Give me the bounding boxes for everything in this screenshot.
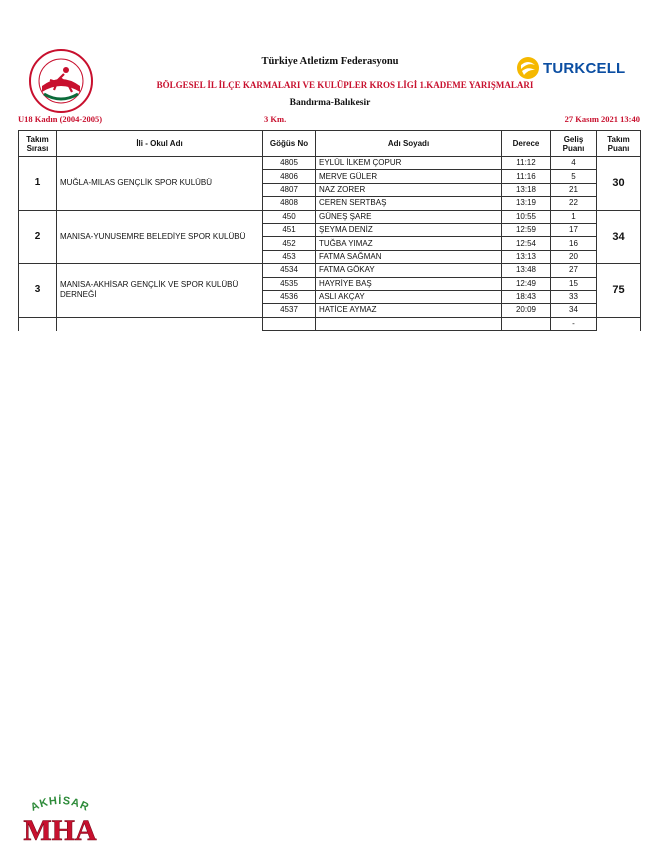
- place-points: 5: [551, 170, 597, 183]
- federation-title: Türkiye Atletizm Federasyonu: [261, 56, 399, 67]
- bib-number: 4537: [263, 304, 316, 317]
- bib-number: 451: [263, 223, 316, 236]
- finish-time: 10:55: [502, 210, 551, 223]
- athlete-name: FATMA SAĞMAN: [316, 250, 502, 263]
- finish-time: 12:54: [502, 237, 551, 250]
- athlete-name: EYLÜL İLKEM ÇOPUR: [316, 157, 502, 170]
- finish-time: 18:43: [502, 290, 551, 303]
- akhisar-mha-watermark: [10, 792, 110, 844]
- team-points: 34: [597, 210, 641, 264]
- results-table: [18, 130, 641, 331]
- place-points: 17: [551, 223, 597, 236]
- place-points: 4: [551, 157, 597, 170]
- athlete-name: ASLI AKÇAY: [316, 290, 502, 303]
- place-points: 1: [551, 210, 597, 223]
- place-points: -: [551, 317, 597, 330]
- team-rank: 1: [19, 157, 57, 211]
- turkcell-icon: [516, 56, 540, 80]
- finish-time: 13:19: [502, 197, 551, 210]
- category: U18 Kadın (2004-2005): [18, 114, 103, 124]
- finish-time: 12:59: [502, 223, 551, 236]
- place-points: 21: [551, 183, 597, 196]
- finish-time: 20:09: [502, 304, 551, 317]
- bib-number: 4807: [263, 183, 316, 196]
- place-points: 22: [551, 197, 597, 210]
- table-row: [19, 157, 641, 170]
- bib-number: 4806: [263, 170, 316, 183]
- athlete-name: TUĞBA YIMAZ: [316, 237, 502, 250]
- sponsor-name: TURKCELL: [543, 59, 626, 77]
- distance: 3 Km.: [264, 114, 287, 124]
- bib-number: 4808: [263, 197, 316, 210]
- svg-text:MHA: MHA: [23, 814, 97, 844]
- athlete-name: HATİCE AYMAZ: [316, 304, 502, 317]
- team-points: 30: [597, 157, 641, 211]
- date-time: 27 Kasım 2021 13:40: [564, 114, 640, 124]
- team-rank: 3: [19, 264, 57, 318]
- team-rank: 2: [19, 210, 57, 264]
- race-meta: [18, 114, 640, 126]
- header-name: Adı Soyadı: [316, 131, 502, 157]
- event-title: BÖLGESEL İL İLÇE KARMALARI VE KULÜPLER KROS LİGİ 1.KADEME YARIŞMALARI: [156, 80, 534, 90]
- bib-number: 4535: [263, 277, 316, 290]
- athlete-name: ŞEYMA DENİZ: [316, 223, 502, 236]
- svg-text:AKHİSAR: AKHİSAR: [28, 794, 92, 814]
- place-points: 15: [551, 277, 597, 290]
- sponsor-logo: [516, 56, 625, 80]
- finish-time: 13:18: [502, 183, 551, 196]
- table-row: [19, 264, 641, 277]
- header-points: Geliş Puanı: [551, 131, 597, 157]
- bib-number: 4805: [263, 157, 316, 170]
- team-points: 75: [597, 264, 641, 318]
- finish-time: 13:13: [502, 250, 551, 263]
- athlete-name: NAZ ZORER: [316, 183, 502, 196]
- federation-logo: [28, 48, 94, 114]
- header-bib: Göğüs No: [263, 131, 316, 157]
- bib-number: 452: [263, 237, 316, 250]
- club-name: MANISA-YUNUSEMRE BELEDİYE SPOR KULÜBÜ: [57, 210, 263, 264]
- finish-time: 13:48: [502, 264, 551, 277]
- place-points: 34: [551, 304, 597, 317]
- header-club: İli - Okul Adı: [57, 131, 263, 157]
- bib-number: 450: [263, 210, 316, 223]
- header-team-rank: Takım Sırası: [19, 131, 57, 157]
- athlete-name: MERVE GÜLER: [316, 170, 502, 183]
- place-points: 27: [551, 264, 597, 277]
- place-points: 16: [551, 237, 597, 250]
- finish-time: 12:49: [502, 277, 551, 290]
- club-name: MUĞLA-MILAS GENÇLİK SPOR KULÜBÜ: [57, 157, 263, 211]
- header-time: Derece: [502, 131, 551, 157]
- athlete-name: HAYRİYE BAŞ: [316, 277, 502, 290]
- bib-number: 4536: [263, 290, 316, 303]
- athlete-name: FATMA GÖKAY: [316, 264, 502, 277]
- table-row: [19, 210, 641, 223]
- table-header-row: [19, 131, 641, 157]
- finish-time: 11:12: [502, 157, 551, 170]
- club-name: MANISA-AKHİSAR GENÇLİK VE SPOR KULÜBÜ DERNEĞİ: [57, 264, 263, 318]
- athlete-name: CEREN SERTBAŞ: [316, 197, 502, 210]
- table-row-empty: [19, 317, 641, 330]
- header-team-points: Takım Puanı: [597, 131, 641, 157]
- venue: Bandırma-Balıkesir: [289, 98, 371, 108]
- place-points: 33: [551, 290, 597, 303]
- bib-number: 4534: [263, 264, 316, 277]
- finish-time: 11:16: [502, 170, 551, 183]
- bib-number: 453: [263, 250, 316, 263]
- place-points: 20: [551, 250, 597, 263]
- athlete-name: GÜNEŞ ŞARE: [316, 210, 502, 223]
